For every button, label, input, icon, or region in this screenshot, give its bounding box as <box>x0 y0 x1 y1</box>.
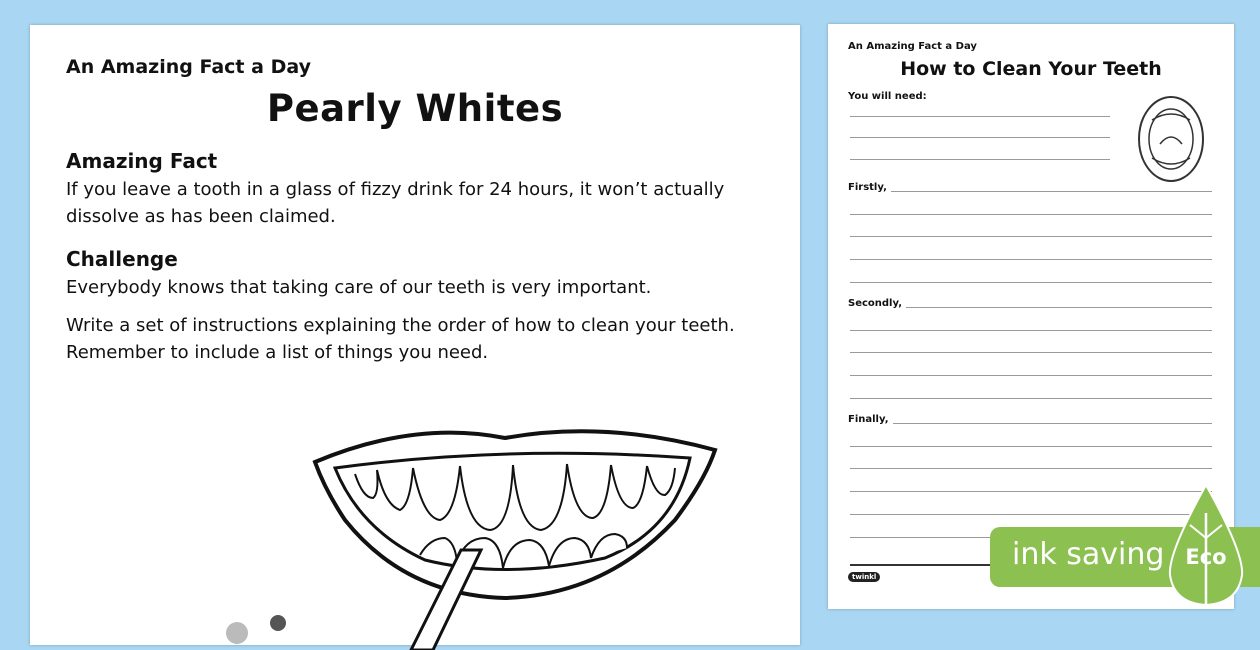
writing-line <box>850 330 1212 331</box>
footer-rule <box>850 564 1010 566</box>
writing-line <box>850 159 1110 160</box>
writing-line <box>850 352 1212 353</box>
series-label: An Amazing Fact a Day <box>848 41 977 52</box>
activity-sheet-preview <box>30 25 800 645</box>
writing-line <box>850 236 1212 237</box>
fact-heading: Amazing Fact <box>66 149 218 173</box>
open-mouth-icon <box>1136 94 1206 184</box>
firstly-label: Firstly, <box>848 182 891 193</box>
toothpaste-dot <box>270 615 286 631</box>
smile-teeth-illustration <box>305 410 725 650</box>
page-title: Pearly Whites <box>266 87 564 130</box>
writing-line <box>850 116 1110 117</box>
ink-saving-label: ink saving <box>1012 537 1165 572</box>
fact-text: If you leave a tooth in a glass of fizzy drink for 24 hours, it won’t actually dissolve as has been claimed. <box>66 179 725 227</box>
footer-logo: twinkl <box>848 572 880 582</box>
challenge-text-task: Write a set of instructions explaining the order of how to clean your teeth. Remember to include a list of things you need. <box>66 315 735 363</box>
series-label: An Amazing Fact a Day <box>66 56 311 78</box>
writing-line <box>850 259 1212 260</box>
writing-line <box>850 423 1212 424</box>
eco-leaf-drop <box>1166 483 1246 612</box>
writing-line <box>850 137 1110 138</box>
secondly-label: Secondly, <box>848 298 906 309</box>
writing-frame-title: How to Clean Your Teeth <box>900 58 1162 80</box>
you-will-need-label: You will need: <box>848 91 931 102</box>
writing-line <box>850 214 1212 215</box>
toothpaste-dot <box>226 622 248 644</box>
challenge-text-intro: Everybody knows that taking care of our teeth is very important. <box>66 277 652 298</box>
writing-line <box>850 191 1212 192</box>
writing-line <box>850 398 1212 399</box>
eco-label: Eco <box>1185 545 1227 569</box>
writing-line <box>850 491 1212 492</box>
writing-line <box>850 375 1212 376</box>
writing-line <box>850 468 1212 469</box>
finally-label: Finally, <box>848 414 893 425</box>
writing-line <box>850 446 1212 447</box>
writing-line <box>850 514 1212 515</box>
challenge-heading: Challenge <box>66 247 178 271</box>
writing-line <box>850 282 1212 283</box>
